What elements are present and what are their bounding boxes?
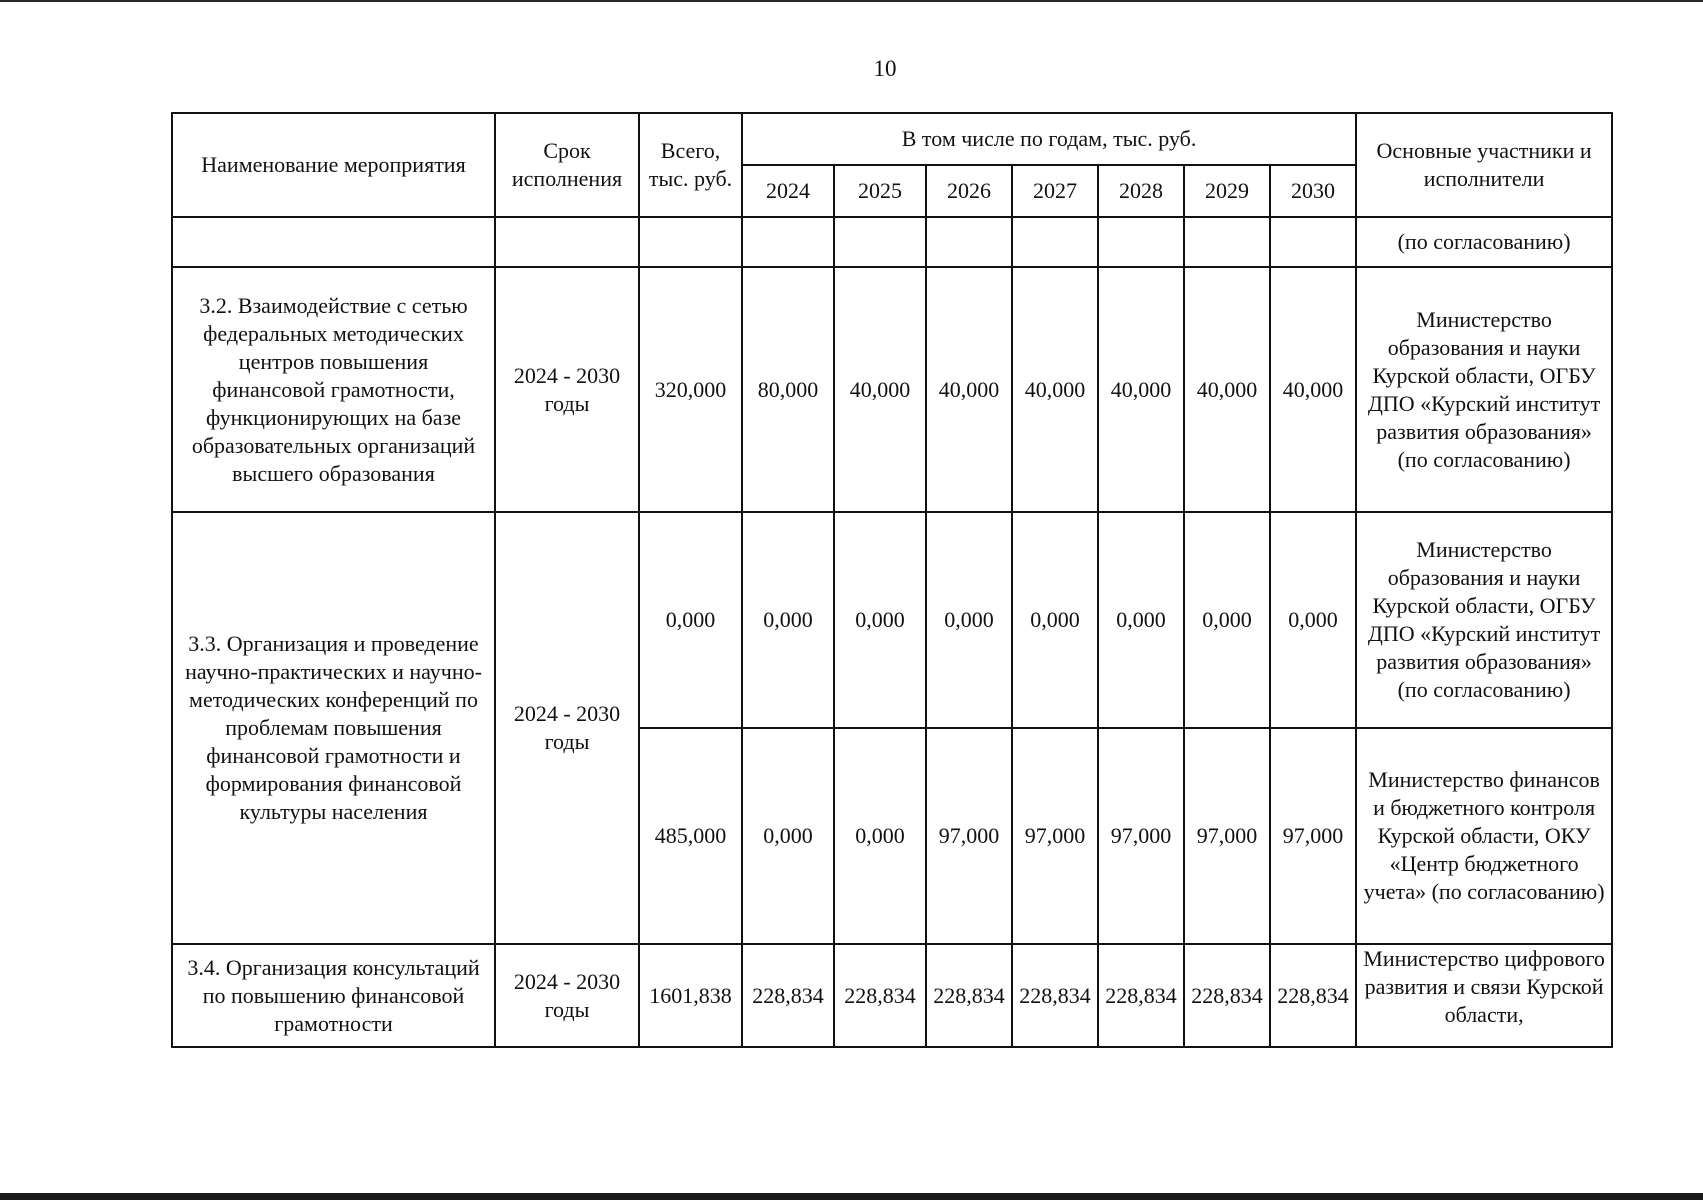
- cell-year-2030: 228,834: [1270, 944, 1356, 1047]
- cell-year-2027: 228,834: [1012, 944, 1098, 1047]
- header-year-2025: 2025: [834, 165, 926, 217]
- cell-term: 2024 - 2030 годы: [495, 267, 639, 512]
- table-row-3-2: [172, 267, 1612, 512]
- cell-year-2026: 97,000: [926, 728, 1012, 944]
- cell-year-2025: 0,000: [834, 512, 926, 728]
- cell-year-2024: 228,834: [742, 944, 834, 1047]
- cell-year-2028: 0,000: [1098, 512, 1184, 728]
- cell-participants: Министерство образования и науки Курской области, ОГБУ ДПО «Курский институт развития образования» (по согласованию): [1356, 267, 1612, 512]
- cell-year-2025: 0,000: [834, 728, 926, 944]
- cell-empty: [1270, 217, 1356, 267]
- cell-name: 3.2. Взаимодействие с сетью федеральных методических центров повышения финансовой грамотности, функционирующих на базе образовательных организаций высшего образования: [172, 267, 495, 512]
- header-total: Всего, тыс. руб.: [639, 113, 742, 217]
- cell-empty: [834, 217, 926, 267]
- cell-year-2028: 228,834: [1098, 944, 1184, 1047]
- cell-total: 485,000: [639, 728, 742, 944]
- cell-year-2028: 97,000: [1098, 728, 1184, 944]
- cell-empty: [1184, 217, 1270, 267]
- page-number: 10: [873, 56, 897, 81]
- scan-edge-bottom: [0, 1193, 1703, 1200]
- header-name: Наименование мероприятия: [172, 113, 495, 217]
- cell-empty: [742, 217, 834, 267]
- header-row: [172, 113, 1612, 165]
- cell-year-2026: 40,000: [926, 267, 1012, 512]
- cell-participants: Министерство финансов и бюджетного контроля Курской области, ОКУ «Центр бюджетного учета» (по согласованию): [1356, 728, 1612, 944]
- measures-table: [171, 112, 1613, 1048]
- cell-participants: Министерство цифрового развития и связи Курской области,: [1356, 944, 1612, 1047]
- cell-total: 320,000: [639, 267, 742, 512]
- cell-year-2026: 0,000: [926, 512, 1012, 728]
- table-row-continuation: [172, 217, 1612, 267]
- header-year-2024: 2024: [742, 165, 834, 217]
- cell-name: 3.4. Организация консультаций по повышению финансовой грамотности: [172, 944, 495, 1047]
- cell-empty: [639, 217, 742, 267]
- cell-participants: (по согласованию): [1356, 217, 1612, 267]
- cell-year-2024: 0,000: [742, 512, 834, 728]
- cell-term: 2024 - 2030 годы: [495, 512, 639, 944]
- cell-year-2027: 0,000: [1012, 512, 1098, 728]
- table-row-3-4: [172, 944, 1612, 1047]
- cell-year-2029: 97,000: [1184, 728, 1270, 944]
- cell-term: 2024 - 2030 годы: [495, 944, 639, 1047]
- scan-edge-top: [0, 0, 1703, 2]
- cell-total: 0,000: [639, 512, 742, 728]
- header-participants: Основные участники и исполнители: [1356, 113, 1612, 217]
- cell-year-2026: 228,834: [926, 944, 1012, 1047]
- cell-empty: [172, 217, 495, 267]
- cell-year-2029: 40,000: [1184, 267, 1270, 512]
- cell-year-2025: 228,834: [834, 944, 926, 1047]
- cell-year-2029: 0,000: [1184, 512, 1270, 728]
- cell-empty: [1098, 217, 1184, 267]
- cell-year-2024: 80,000: [742, 267, 834, 512]
- cell-year-2028: 40,000: [1098, 267, 1184, 512]
- header-year-2026: 2026: [926, 165, 1012, 217]
- cell-empty: [926, 217, 1012, 267]
- cell-total: 1601,838: [639, 944, 742, 1047]
- header-year-2030: 2030: [1270, 165, 1356, 217]
- cell-participants: Министерство образования и науки Курской области, ОГБУ ДПО «Курский институт развития образования» (по согласованию): [1356, 512, 1612, 728]
- header-year-2029: 2029: [1184, 165, 1270, 217]
- cell-year-2027: 40,000: [1012, 267, 1098, 512]
- cell-year-2027: 97,000: [1012, 728, 1098, 944]
- cell-name: 3.3. Организация и проведение научно-практических и научно-методических конференций по проблемам повышения финансовой грамотности и формирования финансовой культуры населения: [172, 512, 495, 944]
- cell-empty: [1012, 217, 1098, 267]
- cell-year-2030: 40,000: [1270, 267, 1356, 512]
- header-year-2027: 2027: [1012, 165, 1098, 217]
- header-term: Срок исполнения: [495, 113, 639, 217]
- cell-year-2024: 0,000: [742, 728, 834, 944]
- header-year-2028: 2028: [1098, 165, 1184, 217]
- table-row-3-3-a: [172, 512, 1612, 728]
- header-by-years: В том числе по годам, тыс. руб.: [742, 113, 1356, 165]
- cell-year-2030: 0,000: [1270, 512, 1356, 728]
- cell-empty: [495, 217, 639, 267]
- cell-year-2025: 40,000: [834, 267, 926, 512]
- cell-year-2029: 228,834: [1184, 944, 1270, 1047]
- cell-year-2030: 97,000: [1270, 728, 1356, 944]
